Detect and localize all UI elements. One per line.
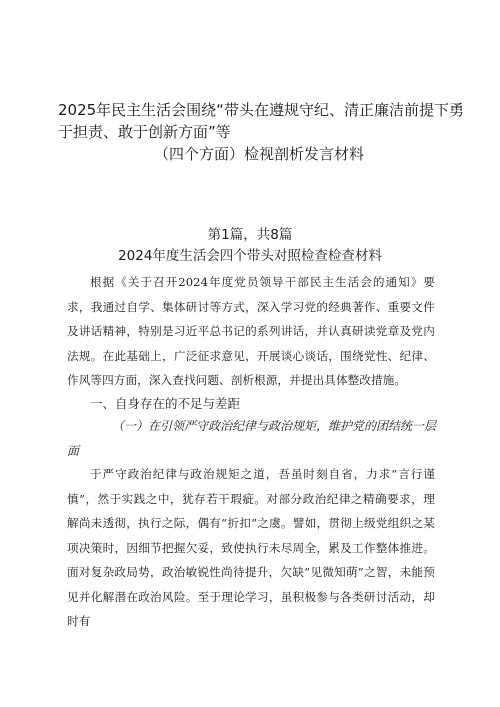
subsection-heading: （一）在引领严守政治纪律与政治规矩，维护党的团结统一层面: [67, 419, 437, 458]
title-line-3: （四个方面）检视剖析发言材料: [153, 145, 364, 163]
document-title: [58, 99, 464, 165]
title-line-2: 于担责、敢于创新方面”等: [58, 123, 231, 141]
section-heading: 一、自身存在的不足与差距: [90, 396, 241, 411]
part-label: 第1篇，共8篇: [207, 227, 293, 243]
intro-paragraph: 根据《关于召开2024年度党员领导干部民主生活会的通知》要求，我通过自学、集体研讨等方式，深入学习党的经典著作、重要文件及讲话精神，特别是习近平总书记的系列讲话，并认真研读党章及党内法规。在此基础上，广泛征求意见，开展谈心谈话，围绕党性、纪律、作风等四方面，深入查找问题、剖析根源，并提出具体整改措施。: [67, 275, 435, 387]
title-line-1: 2025年民主生活会围绕“带头在遵规守纪、清正廉洁前提下勇: [58, 101, 464, 119]
document-subtitle: 2024年度生活会四个带头对照检查检查材料: [118, 248, 382, 264]
body-paragraph: 于严守政治纪律与政治规矩之道，吾虽时刻自省，力求“言行谨慎”，然于实践之中，犹存若干瑕疵。对部分政治纪律之精确要求，理解尚未透彻，执行之际，偶有“折扣”之虞。譬如，贯彻上级党组织之某项决策时，因细节把握欠妥，致使执行未尽周全，累及工作整体推进。面对复杂政局势，政治敏锐性尚待提升，欠缺“见微知萌”之智，未能预见并化解潜在政治风险。至于理论学习，虽积极参与各类研讨活动，却时有: [67, 467, 435, 628]
